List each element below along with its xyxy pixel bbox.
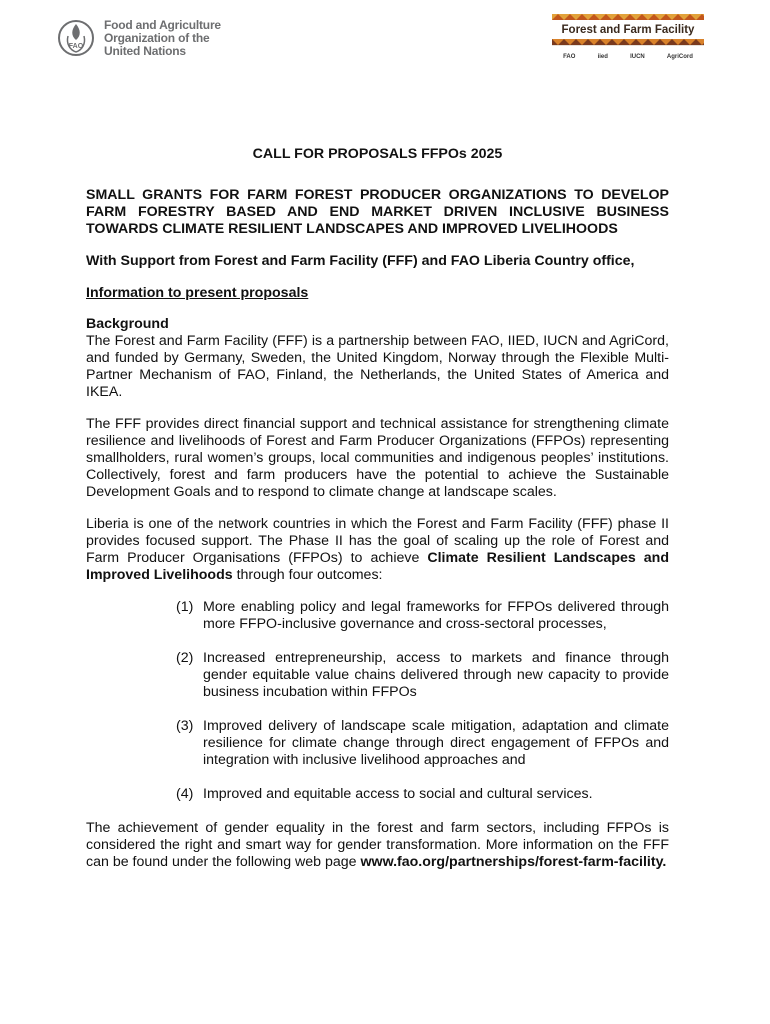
outcome-text: Improved and equitable access to social and cultural services. bbox=[203, 786, 593, 802]
outcome-number: (2) bbox=[176, 650, 194, 666]
outcome-number: (3) bbox=[176, 718, 194, 734]
fff-pattern-band-bottom bbox=[552, 39, 704, 45]
fao-emblem-icon bbox=[56, 16, 96, 60]
liberia-bold-goal: Climate Resilient Landscapes and Improved Livelihoods bbox=[86, 550, 669, 583]
main-title: SMALL GRANTS FOR FARM FOREST PRODUCER ORGANIZATIONS TO DEVELOP FARM FORESTRY BASED AND END MARKET DRIVEN INCLUSIVE BUSINESS TOWARDS CLIMATE RESILIENT LANDSCAPES AND IMPROVED LIVELIHOODS bbox=[86, 187, 669, 237]
paragraph-liberia bbox=[86, 516, 669, 584]
fao-line-1: Food and Agriculture bbox=[104, 17, 221, 32]
fao-line-3: United Nations bbox=[104, 43, 186, 58]
fao-emblem-letters: FAO bbox=[68, 43, 84, 50]
fff-web-link[interactable]: www.fao.org/partnerships/forest-farm-facility. bbox=[360, 854, 667, 870]
support-line: With Support from Forest and Farm Facility (FFF) and FAO Liberia Country office, bbox=[86, 253, 635, 269]
outcome-number: (4) bbox=[176, 786, 194, 802]
document-body bbox=[86, 146, 669, 886]
outcomes-list bbox=[86, 599, 669, 803]
paragraph-support: The FFF provides direct financial support and technical assistance for strengthening climate resilience and livelihoods of Forest and Farm Producer Organizations (FFPOs) representing smallholders, rural women’s groups, local communities and indigenous peoples’ institutions. Collectively, forest and farm producers have the potential to achieve the Sustainable Development Goals and to respond to climate change at landscape scales. bbox=[86, 416, 669, 500]
partner-iucn: IUCN bbox=[630, 54, 645, 60]
info-heading: Information to present proposals bbox=[86, 285, 309, 301]
fff-logo-title: Forest and Farm Facility bbox=[561, 24, 695, 36]
outcome-text: More enabling policy and legal frameworks for FFPOs delivered through more FFPO-inclusive governance and cross-sectoral processes, bbox=[203, 599, 669, 632]
paragraph-partnership: The Forest and Farm Facility (FFF) is a partnership between FAO, IIED, IUCN and AgriCord, and funded by Germany, Sweden, the United Kingdom, Norway through the Flexible Multi-Partner Mechanism of FAO, Finland, the Netherlands, the United States of America and IKEA. bbox=[86, 333, 669, 400]
outcome-text: Increased entrepreneurship, access to markets and finance through gender equitable value chains delivered through new capacity to provide business incubation within FFPOs bbox=[203, 650, 669, 700]
fff-partner-logos bbox=[552, 45, 704, 66]
fao-line-2: Organization of the bbox=[104, 30, 210, 45]
fao-logo bbox=[56, 16, 221, 60]
gender-text: The achievement of gender equality in the forest and farm sectors, including FFPOs is considered the right and smart way for gender transformation. More information on the FFF can be found under the following web page bbox=[86, 820, 669, 870]
background-heading: Background bbox=[86, 316, 169, 332]
outcome-item bbox=[176, 650, 669, 701]
outcome-number: (1) bbox=[176, 599, 194, 615]
partner-iied: iied bbox=[597, 54, 608, 60]
outcome-item bbox=[176, 786, 669, 803]
partner-fao: FAO bbox=[563, 54, 576, 60]
fff-logo bbox=[552, 14, 704, 72]
outcome-text: Improved delivery of landscape scale mitigation, adaptation and climate resilience for climate change through direct engagement of FFPOs and integration with inclusive livelihood approaches and bbox=[203, 718, 669, 768]
fff-pattern-band bbox=[552, 14, 704, 20]
call-title: CALL FOR PROPOSALS FFPOs 2025 bbox=[252, 146, 503, 162]
liberia-text-1: Liberia is one of the network countries in which the Forest and Farm Facility (FFF) phase II provides focused support. The Phase II has the goal of scaling up the role of Forest and Farm Producer Organisations (FFPOs) to achieve bbox=[86, 516, 669, 566]
outcome-item bbox=[176, 718, 669, 769]
partner-agricord: AgriCord bbox=[666, 54, 693, 60]
fao-logo-text bbox=[104, 19, 221, 58]
liberia-text-2: through four outcomes: bbox=[232, 567, 383, 583]
paragraph-gender bbox=[86, 820, 669, 871]
outcome-item bbox=[176, 599, 669, 633]
